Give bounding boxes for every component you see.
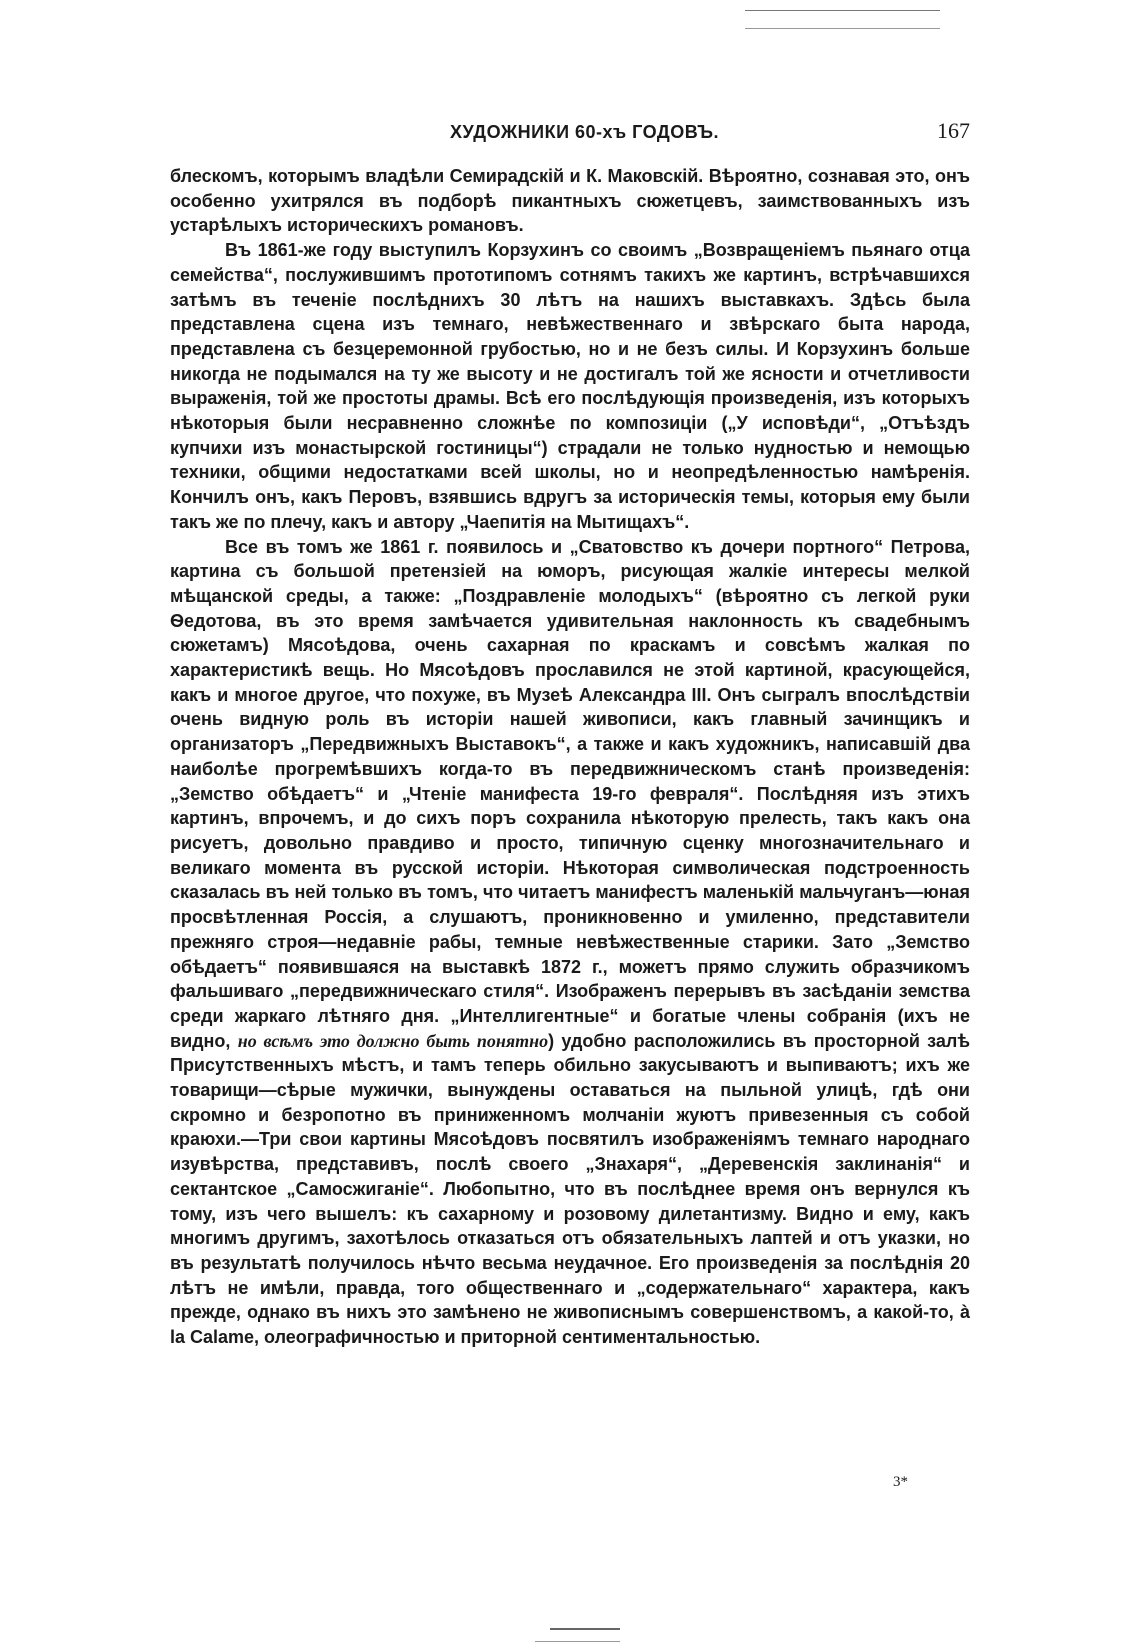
scan-edge-line bbox=[550, 1628, 620, 1630]
paragraph-3 bbox=[170, 535, 970, 1350]
scan-edge-line bbox=[535, 1641, 620, 1642]
paragraph-2: Въ 1861-же году выступилъ Корзухинъ со своимъ „Возвращеніемъ пьянаго отца семейства“, послужившимъ прототипомъ сотнямъ такихъ же картинъ, встрѣчавшихся затѣмъ въ теченіе послѣднихъ 30 лѣтъ на нашихъ выставкахъ. Здѣсь была представлена сцена изъ темнаго, невѣжественнаго и звѣрскаго быта народа, представлена съ безцеремонной грубостью, но и не безъ силы. И Корзухинъ больше никогда не подымался на ту же высоту и не достигалъ той же ясности и отчетливости выраженія, той же простоты драмы. Всѣ его послѣдующія произведенія, изъ которыхъ нѣкоторыя были несравненно сложнѣе по композиціи („У исповѣди“, „Отъѣздъ купчихи изъ монастырской гостиницы“) страдали не только нудностью и немощью техники, общими недостатками всей школы, но и неопредѣленностью намѣренія. Кончилъ онъ, какъ Перовъ, взявшись вдругъ за историческія темы, которыя ему были такъ же по плечу, какъ и автору „Чаепитія на Мытищахъ“. bbox=[170, 240, 970, 532]
body-text bbox=[170, 164, 970, 1350]
paragraph-1: блескомъ, которымъ владѣли Семирадскій и К. Маковскій. Вѣроятно, сознавая это, онъ особенно ухитрялся въ подборѣ пикантныхъ сюжетцевъ, заимствованныхъ изъ устарѣлыхъ историческихъ романовъ. bbox=[170, 166, 970, 236]
scan-edge-line bbox=[745, 10, 940, 11]
page-number: 167 bbox=[937, 118, 970, 143]
scan-edge-line bbox=[745, 28, 940, 29]
page-header bbox=[170, 118, 970, 148]
running-title: ХУДОЖНИКИ 60-хъ ГОДОВЪ. bbox=[450, 122, 719, 142]
italic-phrase: но всѣмъ это должно быть понятно bbox=[237, 1030, 549, 1051]
paragraph-3-text: Все въ томъ же 1861 г. появилось и „Сватовство къ дочери портного“ Петрова, картина съ большой претензіей на юморъ, рисующая жалкіе интересы мелкой мѣщанской среды, а также: „Поздравленіе молодыхъ“ (вѣроятно съ легкой руки Ѳедотова, въ это время замѣчается удивительная наклонность къ свадебнымъ сюжетамъ) Мясоѣдова, очень сахарная по краскамъ и совсѣмъ жалкая по характеристикѣ вещь. Но Мясоѣдовъ прославился не этой картиной, красующейся, какъ и многое другое, что похуже, въ Музеѣ Александра III. Онъ сыгралъ впослѣдствіи очень видную роль въ исторіи нашей живописи, какъ главный зачинщикъ и организаторъ „Передвижныхъ Выставокъ“, а также и какъ художникъ, написавшій два наиболѣе прогремѣвшихъ когда-то въ передвижническомъ станѣ произведенія: „Земство обѣдаетъ“ и „Чтеніе манифеста 19-го февраля“. Послѣдняя изъ этихъ картинъ, впрочемъ, и до сихъ поръ сохранила нѣкоторую прелесть, такъ какъ она рисуетъ, довольно правдиво и просто, типичную сценку многозначительнаго и великаго момента въ русской исторіи. Нѣкоторая символическая подстроенность сказалась въ ней только въ томъ, что читаетъ манифестъ маленькій мальчуганъ—юная просвѣтленная Россія, а слушаютъ, проникновенно и умиленно, представители прежняго строя—недавніе рабы, темные невѣжественные старики. Зато „Земство обѣдаетъ“ появившаяся на выставкѣ 1872 г., можетъ прямо служить образчикомъ фальшиваго „передвижническаго стиля“. Изображенъ перерывъ въ засѣданіи земства среди жаркаго лѣтняго дня. „Интеллигентные“ и богатые члены собранія (ихъ не видно, bbox=[170, 536, 970, 1051]
paragraph-3-continuation: ) удобно расположились въ просторной залѣ Присутственныхъ мѣстъ, и тамъ теперь обильно закусываютъ и выпиваютъ; ихъ же товарищи—сѣрые мужички, вынуждены оставаться на пыльной улицѣ, гдѣ они скромно и безропотно въ приниженномъ молчаніи жуютъ привезенныя съ собой краюхи.—Три свои картины Мясоѣдовъ посвятилъ изображеніямъ темнаго народнаго изувѣрства, представивъ, послѣ своего „Знахаря“, „Деревенскія заклинанія“ и сектантское „Самосжиганіе“. Любопытно, что въ послѣднее время онъ вернулся къ тому, изъ чего вышелъ: къ сахарному и розовому дилетантизму. Видно и ему, какъ многимъ другимъ, захотѣлось отказаться отъ обязательныхъ лаптей и отъ указки, но въ результатѣ получилось нѣчто весьма неудачное. Его произведенія за послѣднія 20 лѣтъ не имѣли, правда, того общественнаго и „содержательнаго“ характера, какъ прежде, однако въ нихъ это замѣнено не живописнымъ совершенствомъ, а какой-то, à la Calame, олеографичностью и приторной сентиментальностью. bbox=[170, 1030, 970, 1348]
signature-mark: 3* bbox=[893, 1474, 908, 1490]
